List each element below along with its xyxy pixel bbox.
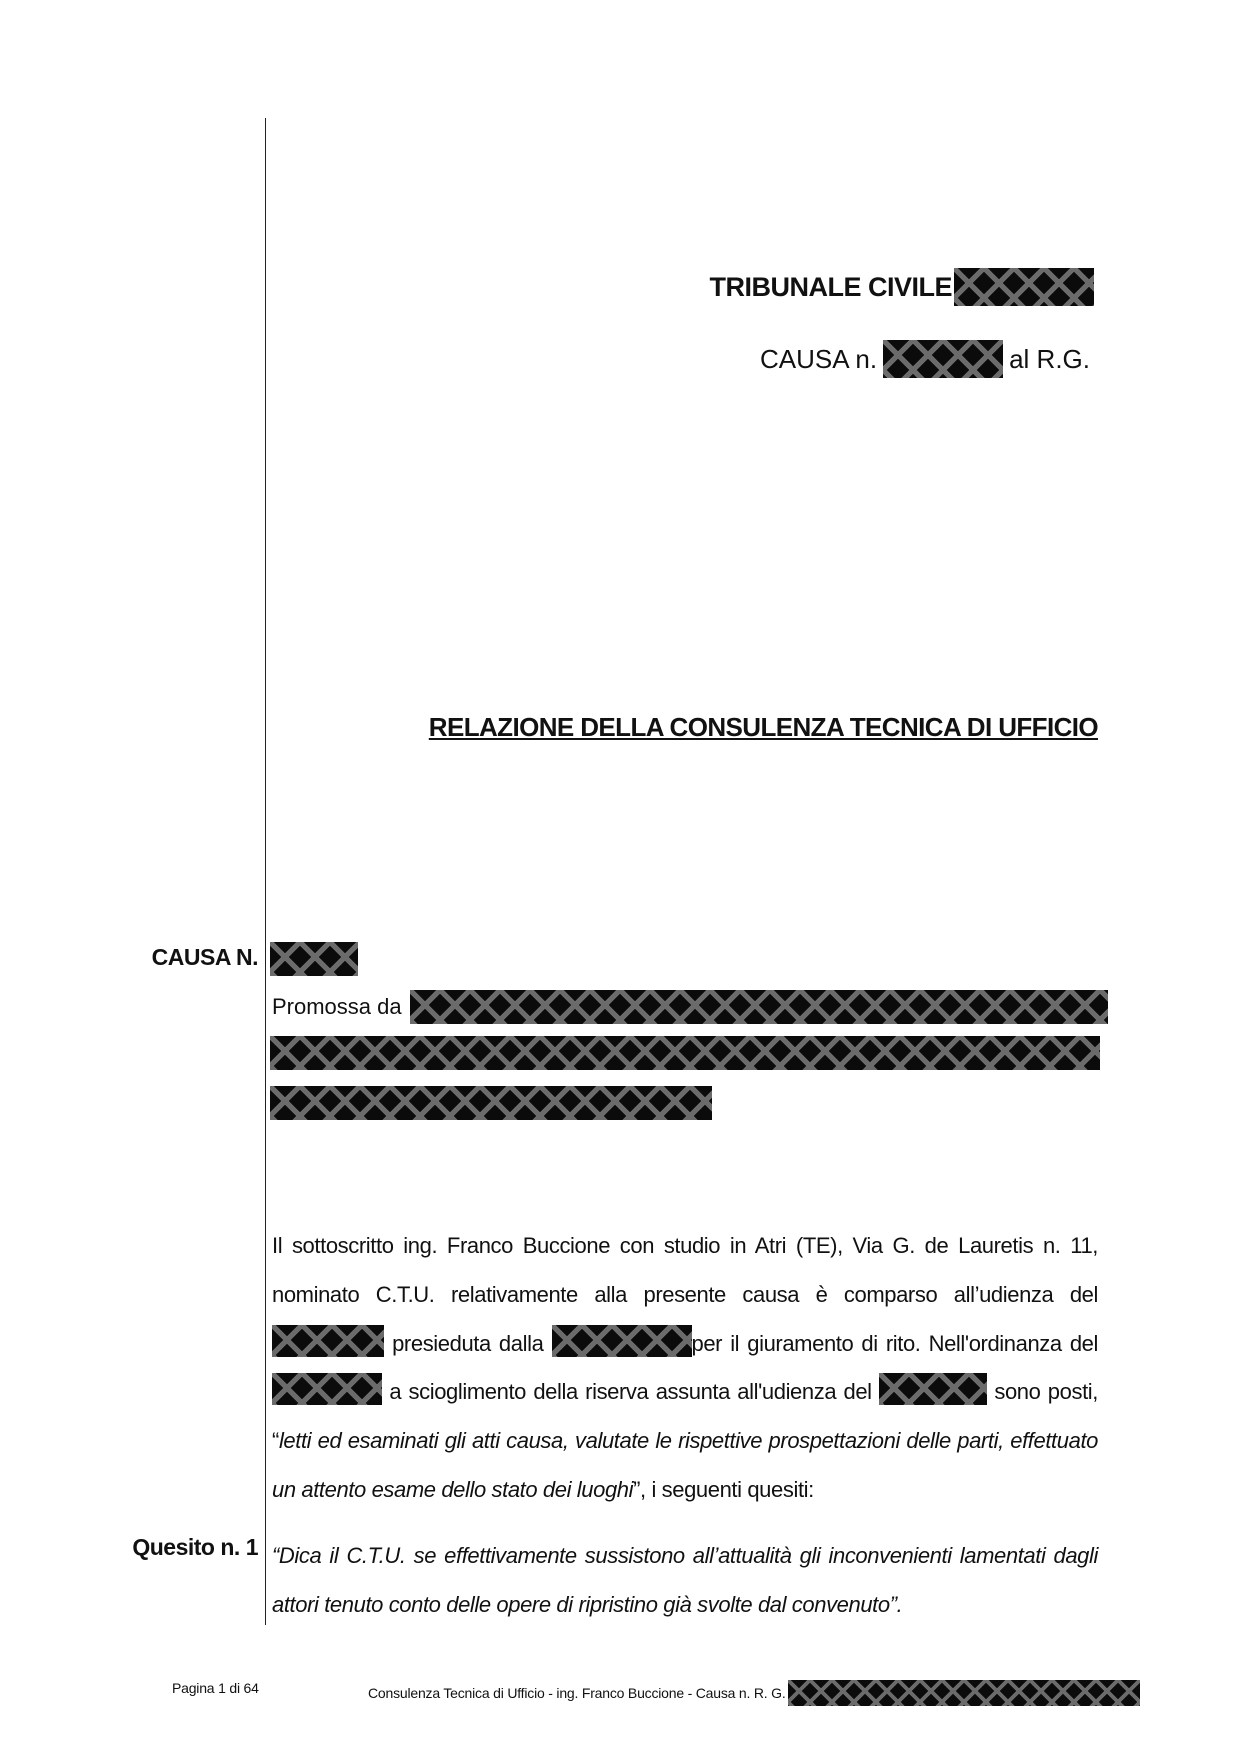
redaction-reserve-date	[879, 1373, 987, 1405]
intro-text-6: ”, i seguenti quesiti:	[633, 1476, 814, 1502]
intro-text-2: presieduta dalla	[392, 1330, 544, 1356]
promoted-by-line	[272, 990, 1108, 1024]
causa-label: CAUSA N.	[151, 944, 258, 970]
intro-text-3: per il giuramento di rito. Nell'ordinanza del	[691, 1330, 1098, 1356]
footer-title	[368, 1680, 1140, 1706]
court-header	[709, 268, 1094, 306]
footer-page-number: Pagina 1 di 64	[172, 1680, 259, 1696]
case-prefix: CAUSA n.	[760, 343, 878, 374]
intro-text-1: Il sottoscritto ing. Franco Buccione con studio in Atri (TE), Via G. de Lauretis n. 11, nominato C.T.U. relativamente alla presente causa è comparso all’udienza del	[272, 1233, 1098, 1307]
quesito-text: “Dica il C.T.U. se effettivamente sussistono all’attualità gli inconvenienti lamentati dagli attori tenuto conto delle opere di ripristino già svolte dal convenuto”.	[272, 1543, 1098, 1617]
case-suffix: al R.G.	[1009, 343, 1090, 374]
report-title: RELAZIONE DELLA CONSULENZA TECNICA DI UFFICIO	[428, 712, 1098, 742]
quesito-label: Quesito n. 1	[132, 1534, 258, 1560]
redaction-party-1	[410, 990, 1108, 1024]
redaction-hearing-date	[272, 1325, 384, 1357]
redaction-court-city	[954, 268, 1094, 306]
footer-title-text: Consulenza Tecnica di Ufficio - ing. Franco Buccione - Causa n. R. G.	[368, 1685, 786, 1701]
redaction-footer-case	[788, 1680, 1140, 1706]
redaction-party-3	[270, 1086, 712, 1120]
intro-text-4: a scioglimento della riserva assunta all'udienza del	[389, 1379, 872, 1405]
redaction-judge-name	[552, 1325, 692, 1357]
redaction-case-number	[883, 340, 1003, 378]
margin-rule	[265, 118, 266, 1625]
intro-text-5: sono posti, “	[272, 1379, 1098, 1454]
intro-paragraph	[272, 1222, 1098, 1515]
intro-quote: letti ed esaminati gli atti causa, valutate le rispettive prospettazioni delle parti, effettuato un attento esame dello stato dei luoghi	[272, 1428, 1098, 1502]
case-number-header	[760, 340, 1090, 378]
court-label: TRIBUNALE CIVILE	[709, 271, 952, 302]
redaction-order-date	[272, 1373, 382, 1405]
redaction-causa-code	[270, 942, 358, 976]
promoted-by-label: Promossa da	[272, 994, 402, 1019]
redaction-party-2	[270, 1036, 1100, 1070]
